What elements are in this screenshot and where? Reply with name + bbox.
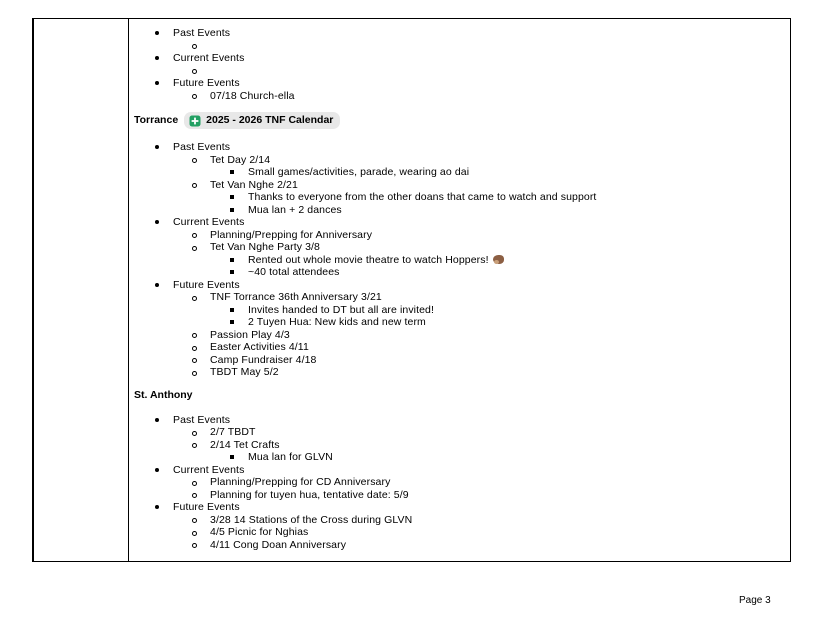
list-item <box>134 439 782 452</box>
list-item <box>134 179 782 192</box>
list-item <box>134 291 782 304</box>
list-item-text: 4/11 Cong Doan Anniversary <box>210 538 347 551</box>
list-item <box>134 501 782 514</box>
heading-title: St. Anthony <box>134 388 193 401</box>
list-item <box>134 426 782 439</box>
bullet-circle-icon <box>192 183 197 188</box>
list-item <box>134 241 782 254</box>
bullet-circle-icon <box>192 233 197 238</box>
list-item-text: Current Events <box>173 463 245 476</box>
list-item-text: Thanks to everyone from the other doans that came to watch and support <box>248 191 597 203</box>
section-heading <box>134 389 782 402</box>
bullet-circle-icon <box>192 44 197 49</box>
list-item <box>134 476 782 489</box>
list-item-text: Passion Play 4/3 <box>210 328 290 341</box>
table-cell-left <box>34 19 128 561</box>
bullet-disc-icon <box>155 31 159 35</box>
bullet-circle-icon <box>192 346 197 351</box>
list-item-text: Rented out whole movie theatre to watch Hoppers! <box>248 254 504 267</box>
bullet-square-icon <box>230 308 234 312</box>
bullet-square-icon <box>230 170 234 174</box>
list-item <box>134 366 782 379</box>
bullet-circle-icon <box>192 493 197 498</box>
list-item <box>134 40 782 53</box>
list-item-text: Planning/Prepping for Anniversary <box>210 228 373 241</box>
list-item-text: Tet Van Nghe 2/21 <box>210 178 298 191</box>
bullet-disc-icon <box>155 145 159 149</box>
bullet-circle-icon <box>192 431 197 436</box>
list-item-text: Planning/Prepping for CD Anniversary <box>210 476 391 488</box>
section-heading <box>134 112 782 129</box>
list-item-text: Planning for tuyen hua, tentative date: 5/9 <box>210 488 409 501</box>
beaver-emoji <box>493 255 504 264</box>
list-item <box>134 65 782 78</box>
bullet-circle-icon <box>192 443 197 448</box>
bullet-circle-icon <box>192 371 197 376</box>
bullet-circle-icon <box>192 358 197 363</box>
table-cell-content <box>129 19 790 561</box>
list-item-text: Mua lan + 2 dances <box>248 203 342 216</box>
list-item-text: 4/5 Picnic for Nghias <box>210 526 309 538</box>
list-item-text: Easter Activities 4/11 <box>210 341 309 353</box>
list-item <box>134 216 782 229</box>
list-item-text: Tet Van Nghe Party 3/8 <box>210 241 320 253</box>
chip-label: 2025 - 2026 TNF Calendar <box>206 114 334 126</box>
list-item-text: 2/7 TBDT <box>210 426 256 438</box>
list-item <box>134 514 782 527</box>
bullet-square-icon <box>230 195 234 199</box>
list-item <box>134 539 782 552</box>
list-item-text: 2 Tuyen Hua: New kids and new term <box>248 316 426 328</box>
list-item <box>134 166 782 179</box>
bullet-square-icon <box>230 208 234 212</box>
document-sections <box>134 27 782 551</box>
list-item-text: 2/14 Tet Crafts <box>210 438 280 451</box>
heading-title: Torrance <box>134 114 179 126</box>
bullet-circle-icon <box>192 246 197 251</box>
bullet-circle-icon <box>192 296 197 301</box>
list-item <box>134 304 782 317</box>
bullet-circle-icon <box>192 481 197 486</box>
bullet-disc-icon <box>155 220 159 224</box>
list-item <box>134 279 782 292</box>
list-item-text: Future Events <box>173 501 240 513</box>
bullet-circle-icon <box>192 518 197 523</box>
list-item-text: Small games/activities, parade, wearing ao dai <box>248 166 470 178</box>
list-item-text: 3/28 14 Stations of the Cross during GLVN <box>210 513 413 526</box>
bullet-circle-icon <box>192 158 197 163</box>
list-item <box>134 254 782 267</box>
bullet-disc-icon <box>155 418 159 422</box>
list-item-text: Past Events <box>173 413 231 426</box>
document-table <box>32 18 791 562</box>
bullet-list <box>134 27 782 102</box>
bullet-square-icon <box>230 258 234 262</box>
list-item <box>134 90 782 103</box>
bullet-disc-icon <box>155 81 159 85</box>
list-item <box>134 316 782 329</box>
bullet-circle-icon <box>192 531 197 536</box>
list-item <box>134 354 782 367</box>
bullet-circle-icon <box>192 94 197 99</box>
list-item <box>134 141 782 154</box>
list-item <box>134 52 782 65</box>
list-item <box>134 329 782 342</box>
bullet-list <box>134 141 782 379</box>
bullet-disc-icon <box>155 505 159 509</box>
bullet-circle-icon <box>192 333 197 338</box>
doc-link-chip[interactable] <box>184 112 340 129</box>
list-item-text: TNF Torrance 36th Anniversary 3/21 <box>210 291 382 303</box>
list-item <box>134 154 782 167</box>
list-item-text: Invites handed to DT but all are invited! <box>248 303 435 316</box>
list-item-text: ~40 total attendees <box>248 266 340 278</box>
list-item-text: Camp Fundraiser 4/18 <box>210 353 317 366</box>
list-item <box>134 451 782 464</box>
bullet-square-icon <box>230 455 234 459</box>
sheets-icon <box>189 115 201 127</box>
list-item-text: Future Events <box>173 77 240 89</box>
bullet-disc-icon <box>155 283 159 287</box>
list-item-text: Current Events <box>173 52 245 64</box>
list-item <box>134 77 782 90</box>
list-item <box>134 414 782 427</box>
list-item <box>134 489 782 502</box>
list-item-text: Future Events <box>173 278 240 291</box>
list-item <box>134 204 782 217</box>
list-item-text: Current Events <box>173 216 245 228</box>
list-item-text: 07/18 Church-ella <box>210 89 295 102</box>
list-item <box>134 464 782 477</box>
bullet-circle-icon <box>192 543 197 548</box>
list-item <box>134 341 782 354</box>
bullet-list <box>134 414 782 552</box>
list-item <box>134 526 782 539</box>
list-item <box>134 266 782 279</box>
list-item-text: Tet Day 2/14 <box>210 153 271 166</box>
bullet-square-icon <box>230 270 234 274</box>
list-item-text: Past Events <box>173 141 231 153</box>
bullet-disc-icon <box>155 56 159 60</box>
list-item <box>134 229 782 242</box>
bullet-square-icon <box>230 320 234 324</box>
bullet-disc-icon <box>155 468 159 472</box>
list-item-text: Mua lan for GLVN <box>248 451 333 463</box>
list-item <box>134 191 782 204</box>
bullet-circle-icon <box>192 69 197 74</box>
list-item <box>134 27 782 40</box>
page-number: Page 3 <box>739 595 771 606</box>
list-item-text: Past Events <box>173 27 231 39</box>
list-item-text: TBDT May 5/2 <box>210 366 279 378</box>
